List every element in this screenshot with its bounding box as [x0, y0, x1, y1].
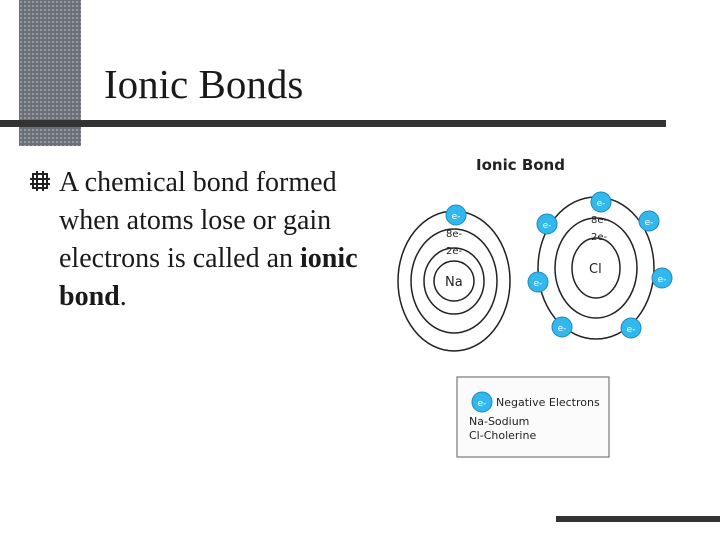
legend-entry: Na-Sodium: [469, 415, 530, 428]
electron: [639, 211, 659, 231]
svg-text:e-: e-: [626, 325, 636, 335]
diagram-legend: [457, 377, 609, 457]
electron: [652, 268, 672, 288]
definition-text: [59, 164, 389, 316]
svg-text:e-: e-: [533, 279, 543, 289]
slide-title: Ionic Bonds: [104, 61, 304, 107]
bottom-rule: [556, 516, 720, 522]
title-rule: [0, 120, 666, 127]
key-term: ionic bond: [59, 243, 358, 312]
definition-text-start: A chemical bond formed when atoms lose or gain electrons is called an: [59, 167, 337, 274]
diagram-title: Ionic Bond: [476, 156, 565, 174]
sodium-symbol: Na: [445, 275, 463, 290]
legend-entry: Cl-Cholerine: [469, 429, 537, 442]
chlorine-symbol: Cl: [589, 262, 602, 277]
electron: [591, 192, 611, 212]
electron: [446, 205, 466, 225]
definition-text-end: .: [119, 281, 127, 312]
svg-text:e-: e-: [557, 324, 567, 334]
sodium-shell-label-1: 8e-: [446, 229, 463, 240]
ionic-bond-diagram: [395, 150, 695, 465]
svg-text:e-: e-: [477, 399, 487, 409]
electron: [552, 317, 572, 337]
chlorine-shell-label-2: 2e-: [591, 232, 608, 243]
svg-text:e-: e-: [596, 199, 606, 209]
svg-text:e-: e-: [644, 218, 654, 228]
svg-text:e-: e-: [542, 221, 552, 231]
legend-entry: Negative Electrons: [496, 396, 600, 409]
svg-text:e-: e-: [451, 212, 461, 222]
bullet-icon: [30, 171, 50, 191]
electron: [537, 214, 557, 234]
svg-text:e-: e-: [657, 275, 667, 285]
electron: [528, 272, 548, 292]
sodium-shell-label-2: 2e-: [446, 246, 463, 257]
electron: [621, 318, 641, 338]
chlorine-shell-label-1: 8e-: [591, 215, 608, 226]
